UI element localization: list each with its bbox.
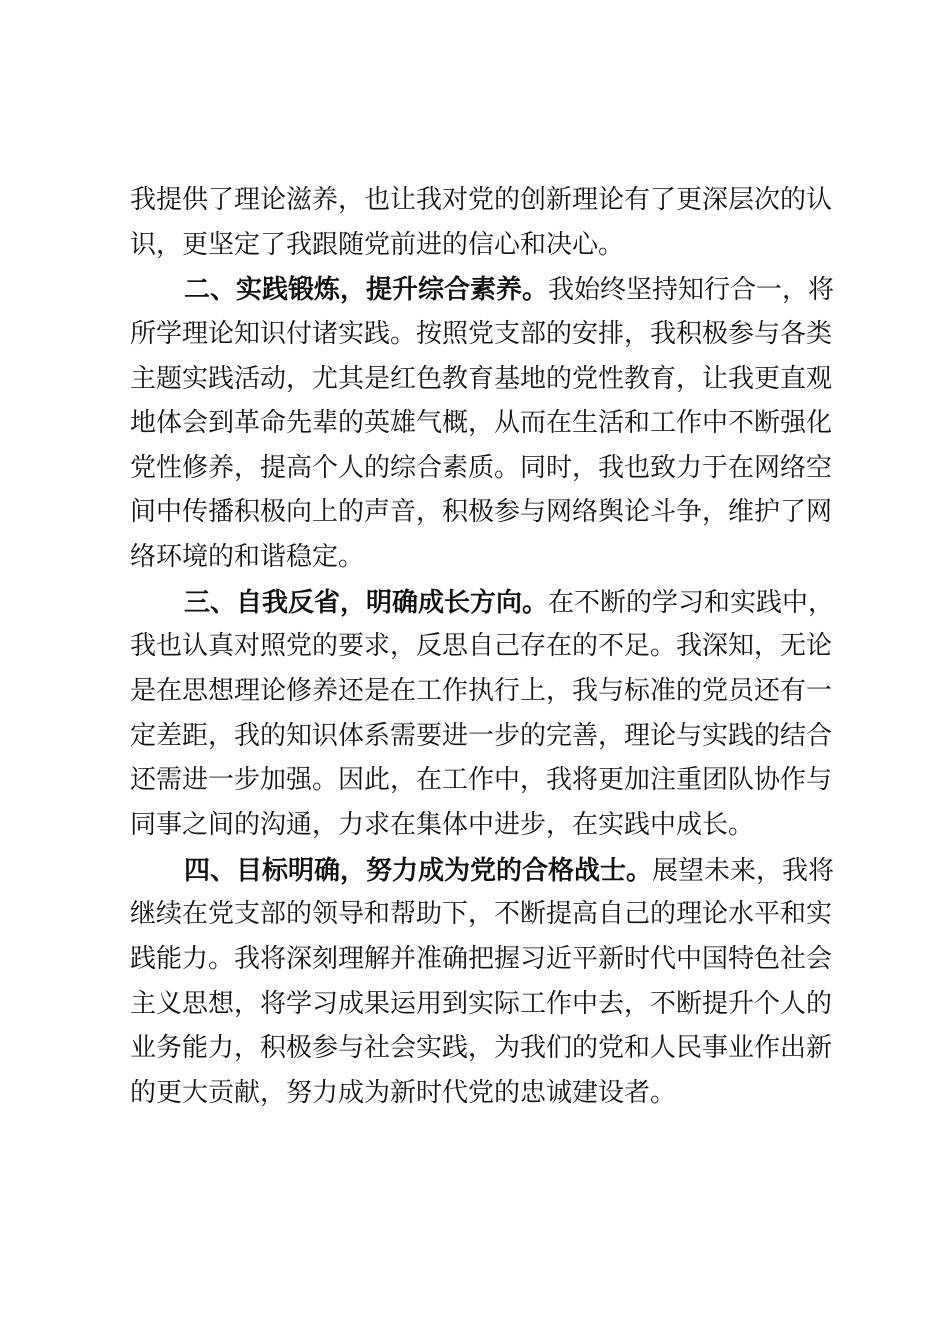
body-line: 还需进一步加强。因此，在工作中，我将更加注重团队协作与 xyxy=(130,765,833,795)
body-line: 践能力。我将深刻理解并准确把握习近平新时代中国特色社会 xyxy=(130,943,833,973)
body-line: 间中传播积极向上的声音，积极参与网络舆论斗争，维护了网 xyxy=(130,497,833,527)
body-line: 我提供了理论滋养，也让我对党的创新理论有了更深层次的认 xyxy=(130,185,833,214)
body-line: 是在思想理论修养还是在工作执行上，我与标准的党员还有一 xyxy=(130,676,833,706)
body-line: 主题实践活动，尤其是红色教育基地的党性教育，让我更直观 xyxy=(130,363,833,393)
body-text: 在不断的学习和实践中， xyxy=(548,587,835,617)
section-heading: 三、自我反省，明确成长方向。 xyxy=(184,586,549,617)
body-line: 所学理论知识付诸实践。按照党支部的安排，我积极参与各类 xyxy=(130,318,833,348)
body-line: 同事之间的沟通，力求在集体中进步，在实践中成长。 xyxy=(130,809,755,839)
body-text: 我始终坚持知行合一，将 xyxy=(548,275,835,305)
document-page xyxy=(130,178,835,1115)
body-line: 识，更坚定了我跟随党前进的信心和决心。 xyxy=(130,229,625,259)
body-line: 继续在党支部的领导和帮助下，不断提高自己的理论水平和实 xyxy=(130,899,833,929)
body-line: 党性修养，提高个人的综合素质。同时，我也致力于在网络空 xyxy=(130,452,833,482)
section-heading: 二、实践锻炼，提升综合素养。 xyxy=(184,274,549,305)
body-text: 展望未来，我将 xyxy=(652,855,835,885)
body-line: 定差距，我的知识体系需要进一步的完善，理论与实践的结合 xyxy=(130,720,833,750)
paragraph-first-line xyxy=(130,848,835,893)
body-line: 我也认真对照党的要求，反思自己存在的不足。我深知，无论 xyxy=(130,631,833,661)
body-line: 的更大贡献，努力成为新时代党的忠诚建设者。 xyxy=(130,1077,677,1107)
body-line: 地体会到革命先辈的英雄气概，从而在生活和工作中不断强化 xyxy=(130,408,833,438)
paragraph-first-line xyxy=(130,580,835,625)
body-line: 业务能力，积极参与社会实践，为我们的党和人民事业作出新 xyxy=(130,1033,833,1063)
body-line: 络环境的和谐稳定。 xyxy=(130,542,365,572)
paragraph-first-line xyxy=(130,267,835,312)
section-heading: 四、目标明确，努力成为党的合格战士。 xyxy=(184,854,653,885)
body-line: 主义思想，将学习成果运用到实际工作中去，不断提升个人的 xyxy=(130,988,833,1018)
